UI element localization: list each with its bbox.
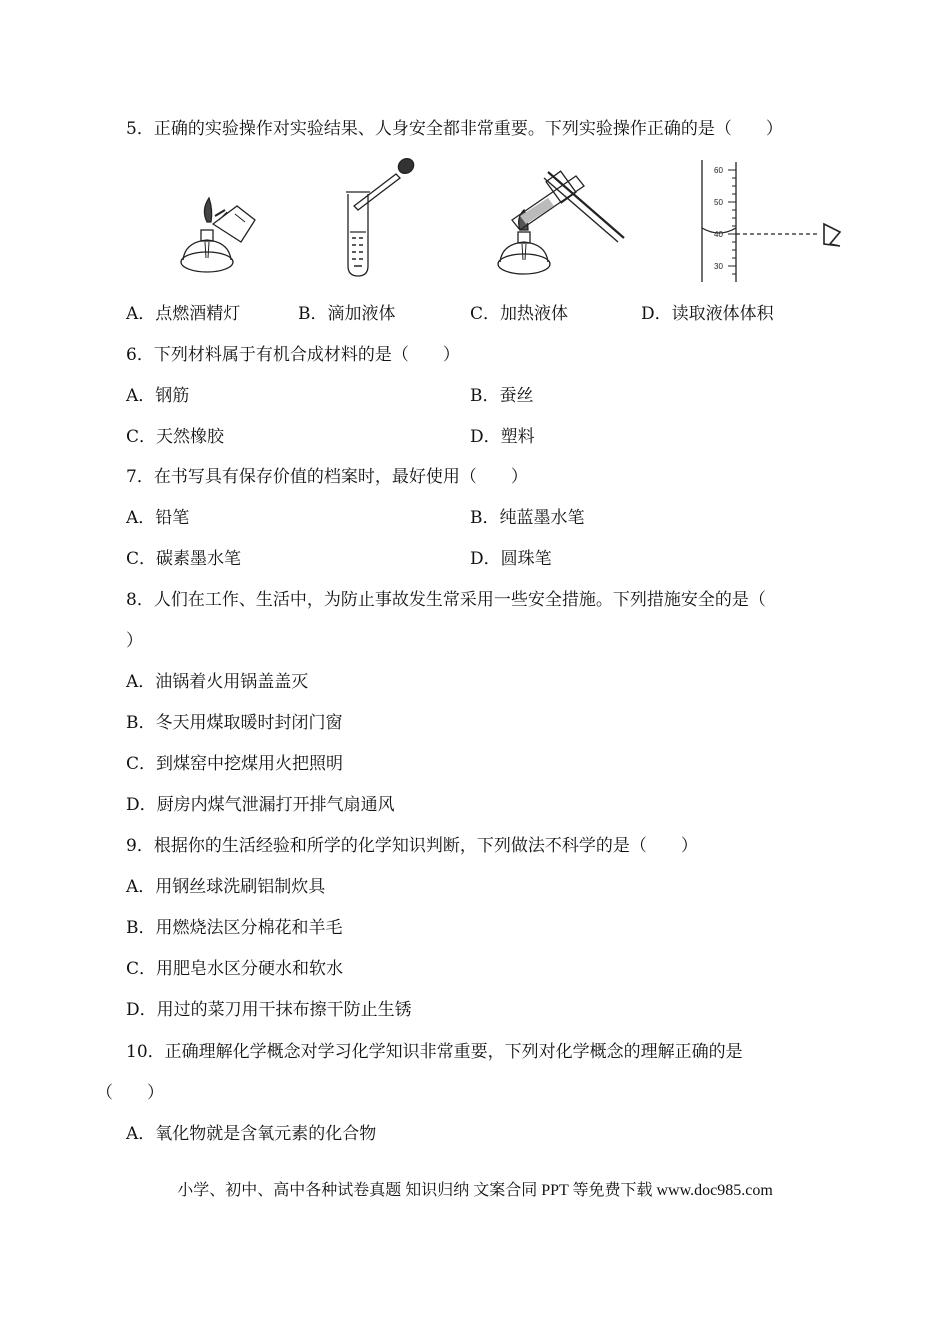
figure-a-lighting-alcohol-lamp <box>175 180 265 280</box>
q10-stem-line2: （ ） <box>96 1083 164 1103</box>
q8-option-c: C．到煤窑中挖煤用火把照明 <box>126 754 344 774</box>
q5-option-a: A．点燃酒精灯 <box>126 304 241 324</box>
q9-stem: 9．根据你的生活经验和所学的化学知识判断，下列做法不科学的是（ ） <box>126 836 698 856</box>
q5-option-d: D．读取液体体积 <box>641 304 774 324</box>
cylinder-tick-60: 60 <box>714 166 723 175</box>
q9-option-c: C．用肥皂水区分硬水和软水 <box>126 959 344 979</box>
q8-option-d: D．厨房内煤气泄漏打开排气扇通风 <box>126 795 395 815</box>
q9-option-a: A．用钢丝球洗刷铝制炊具 <box>126 877 326 897</box>
q6-option-c: C．天然橡胶 <box>126 427 225 447</box>
q9-option-d: D．用过的菜刀用干抹布擦干防止生锈 <box>126 1000 412 1020</box>
q6-option-a: A．钢筋 <box>126 386 190 406</box>
figure-b-dropper-test-tube <box>340 152 430 280</box>
q6-stem: 6．下列材料属于有机合成材料的是（ ） <box>126 345 460 365</box>
q9-option-b: B．用燃烧法区分棉花和羊毛 <box>126 918 343 938</box>
q5-option-b: B．滴加液体 <box>298 304 396 324</box>
cylinder-tick-40: 40 <box>714 230 723 239</box>
q8-option-b: B．冬天用煤取暖时封闭门窗 <box>126 713 343 733</box>
q6-option-b: B．蚕丝 <box>470 386 534 406</box>
q7-option-b: B．纯蓝墨水笔 <box>470 508 585 528</box>
q7-option-a: A．铅笔 <box>126 508 190 528</box>
q5-stem: 5．正确的实验操作对实验结果、人身安全都非常重要。下列实验操作正确的是（ ） <box>126 119 783 139</box>
q8-option-a: A．油锅着火用锅盖盖灭 <box>126 672 309 692</box>
q7-option-c: C．碳素墨水笔 <box>126 549 242 569</box>
page-footer: 小学、初中、高中各种试卷真题 知识归纳 文案合同 PPT 等免费下载 www.doc985.com <box>177 1182 773 1199</box>
q8-stem-line1: 8．人们在工作、生活中，为防止事故发生常采用一些安全措施。下列措施安全的是（ <box>126 590 766 610</box>
q10-stem-line1: 10．正确理解化学概念对学习化学知识非常重要，下列对化学概念的理解正确的是 <box>126 1042 743 1062</box>
q7-stem: 7．在书写具有保存价值的档案时，最好使用（ ） <box>126 467 528 487</box>
q5-option-c: C．加热液体 <box>470 304 569 324</box>
cylinder-tick-30: 30 <box>714 262 723 271</box>
figure-d-graduated-cylinder <box>690 160 850 284</box>
q10-option-a: A．氧化物就是含氧元素的化合物 <box>126 1124 377 1144</box>
q7-option-d: D．圆珠笔 <box>470 549 552 569</box>
figure-c-heating-liquid <box>492 168 632 280</box>
q6-option-d: D．塑料 <box>470 427 535 447</box>
cylinder-tick-50: 50 <box>714 198 723 207</box>
q8-stem-line2: ） <box>126 631 143 651</box>
